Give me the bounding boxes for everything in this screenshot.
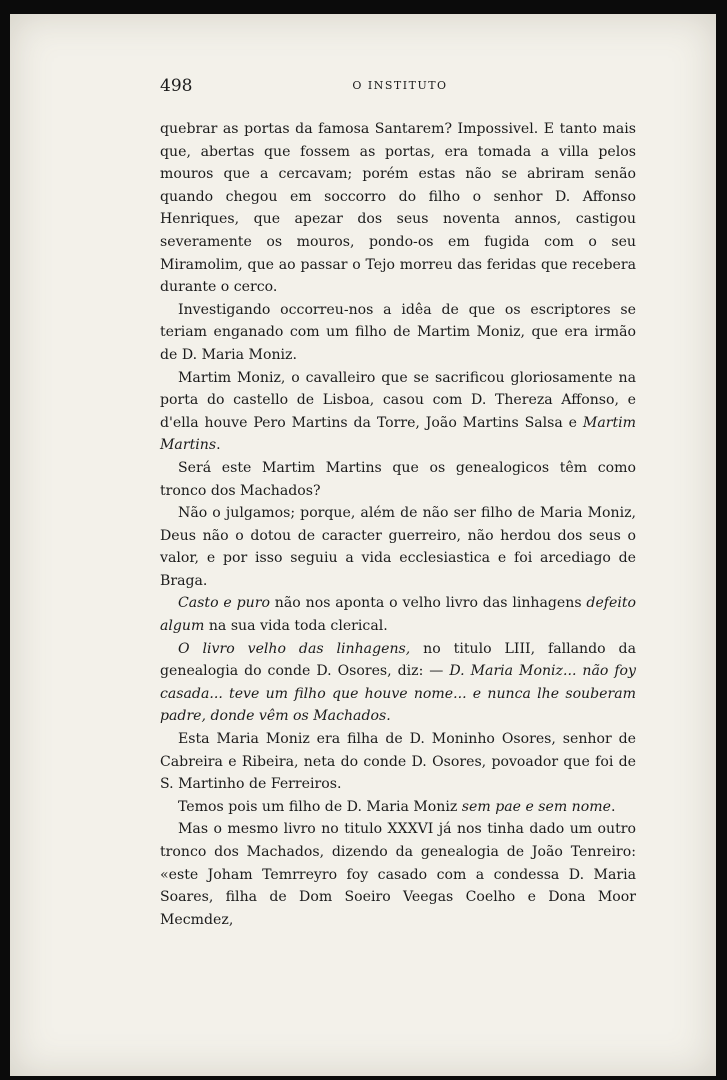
text-run: no titulo [410, 640, 505, 657]
page-number: 498 [160, 76, 193, 96]
paragraph-p10 [160, 818, 636, 931]
text-run: Esta Maria Moniz era filha de D. Moninho Osores, senhor de Cabreira e Ribeira, neta do conde D. Osores, povoador que foi de S. Martinho de Ferreiros. [160, 731, 636, 793]
text-run: D. Maria Moniz... não foy casada... teve um filho que houve nome... e nunca lhe souberam padre, donde vêm os Machados. [160, 663, 636, 725]
text-run: Casto e puro [178, 595, 270, 612]
text-run: Martim Martins [160, 414, 636, 454]
text-run: . [216, 437, 221, 454]
text-run: . [610, 798, 616, 815]
text-run: XXXVI [387, 821, 434, 838]
text-run: Será este Martim Martins que os genealogicos têm como tronco dos Machados? [160, 459, 636, 499]
text-run: Temos pois um filho de D. Maria Moniz [178, 798, 462, 815]
text-run: , fallando da genealogia do conde D. Osores, diz: — [160, 640, 636, 680]
paragraph-p6 [160, 592, 636, 637]
text-run: Investigando occorreu-nos a idêa de que os escriptores se teriam enganado com um filho de Martim Moniz, que era irmão de D. Maria Moniz. [160, 301, 636, 363]
body-text [160, 118, 636, 931]
text-run: O livro velho das linhagens, [178, 640, 411, 657]
text-run: quebrar as portas da famosa Santarem? Impossivel. E tanto mais que, abertas que fossem as portas, era tomada a villa pelos mouros que a cercavam; porém estas não se abriram senão quando chegou em soccorro do filho o senhor D. Affonso Henriques, que apezar dos seus noventa annos, castigou severamente os mouros, pondo-os em fugida com o seu Miramolim, que ao passar o Tejo morreu das feridas que recebera durante o cerco. [160, 121, 636, 296]
paragraph-p2 [160, 299, 636, 367]
paragraph-p8 [160, 728, 636, 796]
paragraph-p5 [160, 502, 636, 592]
text-run: na sua vida toda clerical. [204, 618, 388, 635]
paragraph-p9 [160, 796, 636, 819]
paragraph-p1 [160, 118, 636, 299]
book-page [10, 14, 716, 1076]
text-run: Martim Moniz, o cavalleiro que se sacrificou gloriosamente na porta do castello de Lisboa, casou com D. Thereza Affonso, e d'ella houve Pero Martins da Torre, João Martins Salsa e [160, 369, 636, 431]
text-run: já nos tinha dado um outro tronco dos Machados, dizendo da genealogia de João Tenreiro: «este Joham Temrreyro foy casado com a condessa D. Maria Soares, filha de Dom Soeiro Veegas Coelho e Dona Moor Mecmdez, [160, 821, 636, 928]
text-run: sem pae e sem nome [461, 798, 611, 815]
text-run: LIII [504, 640, 531, 657]
paragraph-p7 [160, 638, 636, 728]
text-run: Mas o mesmo livro no titulo [178, 821, 388, 838]
paragraph-p3 [160, 367, 636, 457]
text-run: defeito algum [160, 595, 636, 635]
page-header [160, 76, 640, 102]
paragraph-p4 [160, 457, 636, 502]
running-title: O INSTITUTO [352, 79, 448, 92]
text-run: não nos aponta o velho livro das linhagens [269, 595, 587, 612]
text-run: Não o julgamos; porque, além de não ser filho de Maria Moniz, Deus não o dotou de caracter guerreiro, não herdou dos seus o valor, e por isso seguiu a vida ecclesiastica e foi arcediago de Braga. [160, 505, 636, 589]
